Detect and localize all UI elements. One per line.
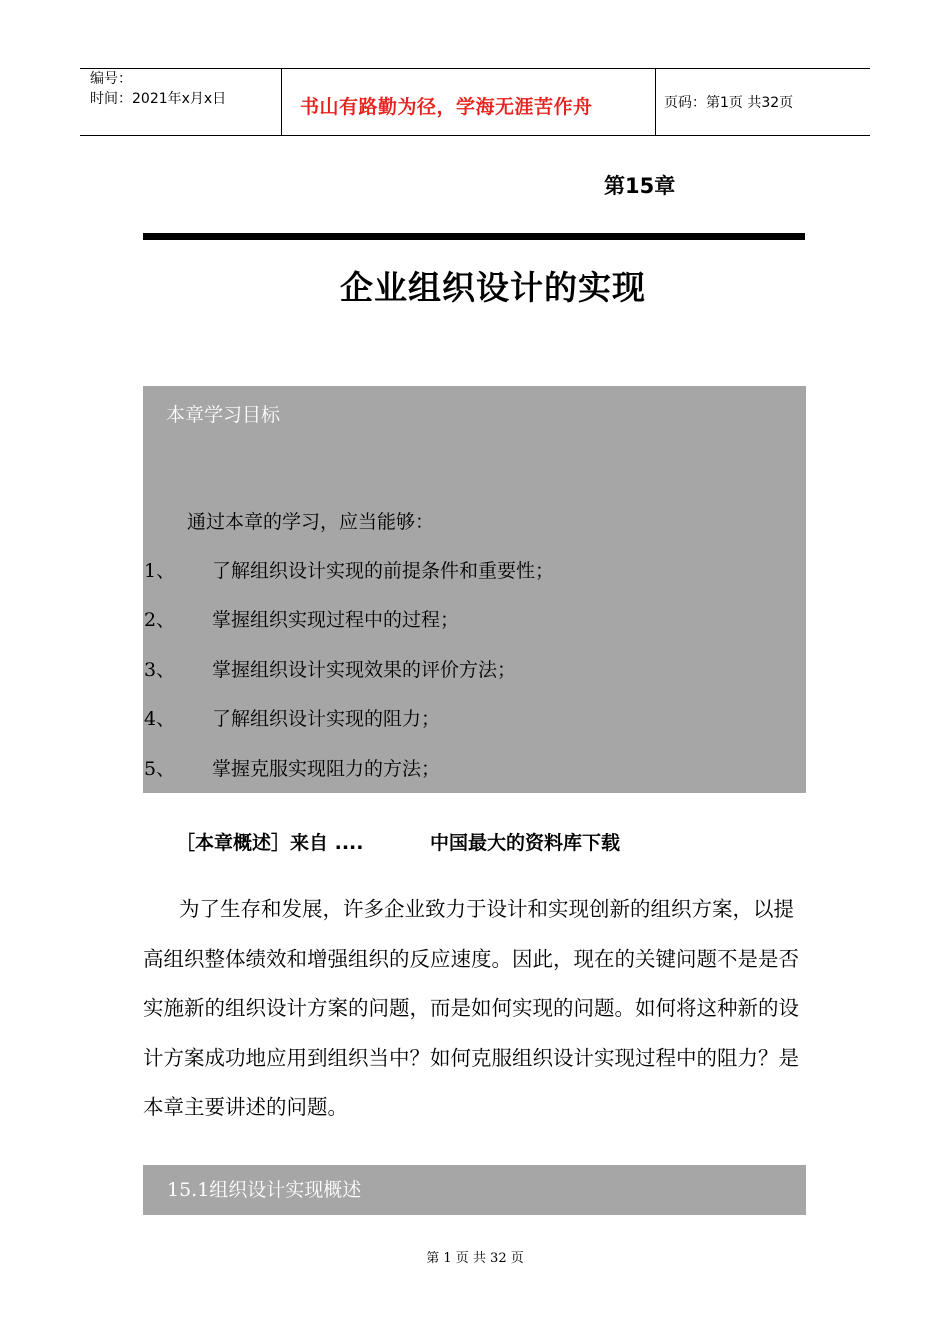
overview-label: ［本章概述］来自 .... (176, 832, 364, 854)
time-label: 时间：2021年x月x日 (90, 91, 227, 107)
overview-source: 中国最大的资料库下载 (430, 832, 621, 854)
objectives-heading: 本章学习目标 (166, 404, 281, 426)
header-page-info: 页码：第1页 共32页 (664, 95, 794, 111)
header-motto: 书山有路勤为径，学海无涯苦作舟 (300, 96, 593, 118)
header-top-border (80, 68, 870, 69)
objectives-intro: 通过本章的学习，应当能够： (187, 511, 435, 533)
chapter-number: 第15章 (604, 174, 676, 198)
body-paragraph: 为了生存和发展，许多企业致力于设计和实现创新的组织方案，以提高组织整体绩效和增强组织的反应速度。因此，现在的关键问题不是是否实施新的组织设计方案的问题，而是如何实现的问题。如何将这种新的设计方案成功地应用到组织当中？如何克服组织设计实现过程中的阻力？是本章主要讲述的问题。 (143, 897, 799, 1119)
objective-number: 5、 (144, 758, 176, 780)
objective-number: 2、 (144, 609, 176, 631)
section-heading-box (143, 1165, 806, 1215)
objective-number: 3、 (144, 659, 176, 681)
header-bottom-border (80, 135, 870, 136)
objective-text: 了解组织设计实现的阻力； (212, 708, 441, 730)
section-title: 15.1组织设计实现概述 (167, 1179, 362, 1201)
serial-label: 编号： (90, 71, 132, 87)
objective-text: 掌握克服实现阻力的方法； (212, 758, 441, 780)
objective-text: 掌握组织实现过程中的过程； (212, 609, 460, 631)
objective-number: 1、 (144, 560, 176, 582)
header-divider-right (655, 68, 656, 135)
chapter-title: 企业组织设计的实现 (340, 268, 646, 307)
objective-text: 了解组织设计实现的前提条件和重要性； (212, 560, 555, 582)
header-divider-left (281, 68, 282, 135)
body-text (143, 885, 807, 1133)
objectives-box (143, 386, 806, 793)
chapter-rule (143, 233, 805, 240)
objective-text: 掌握组织设计实现效果的评价方法； (212, 659, 517, 681)
objective-number: 4、 (144, 708, 176, 730)
page-footer: 第 1 页 共 32 页 (426, 1251, 524, 1266)
